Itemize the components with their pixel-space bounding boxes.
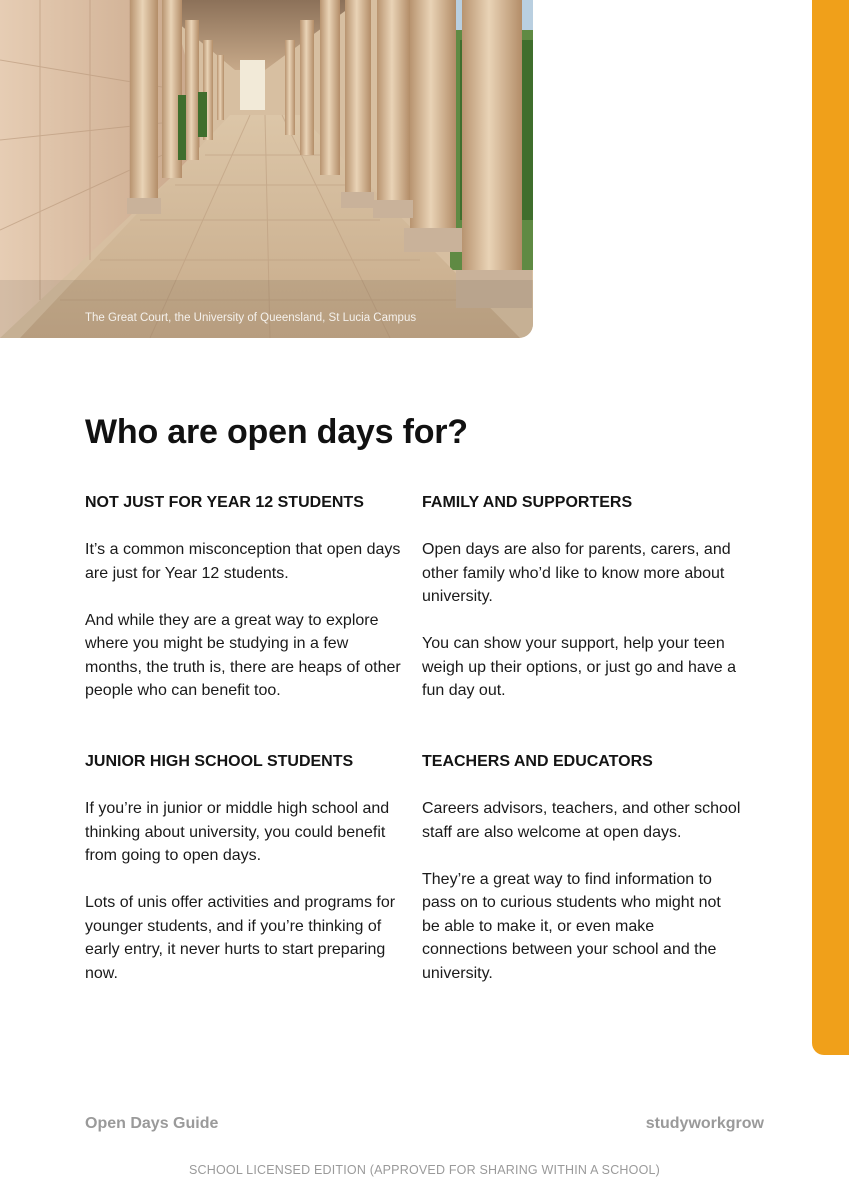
license-notice: SCHOOL LICENSED EDITION (APPROVED FOR SHARING WITHIN A SCHOOL) (188, 1163, 661, 1177)
section-heading: NOT JUST FOR YEAR 12 STUDENTS (85, 494, 364, 511)
section-heading: TEACHERS AND EDUCATORS (422, 753, 653, 770)
section-paragraph: Careers advisors, teachers, and other school staff are also welcome at open days. (422, 800, 741, 841)
colonnade-photo (0, 0, 533, 338)
hero-image (0, 0, 533, 338)
section-heading: FAMILY AND SUPPORTERS (422, 494, 633, 511)
page-title: Who are open days for? (85, 413, 468, 451)
section-junior-high (85, 751, 405, 1009)
section-paragraph: If you’re in junior or middle high school and thinking about university, you could benefit from going to open days. (85, 800, 390, 864)
section-paragraph: And while they are a great way to explore where you might be studying in a few months, the truth is, there are heaps of other people who can benefit too. (85, 611, 401, 699)
footer-brand: studyworkgrow (645, 1115, 764, 1132)
section-paragraph: They’re a great way to find information to pass on to curious students who might not be able to make it, or even make connections between your school and the university. (422, 870, 721, 982)
section-heading: JUNIOR HIGH SCHOOL STUDENTS (85, 753, 354, 770)
footer-guide-title: Open Days Guide (85, 1115, 219, 1132)
photo-caption: The Great Court, the University of Queensland, St Lucia Campus (85, 312, 417, 324)
section-paragraph: Lots of unis offer activities and programs for younger students, and if you’re thinking of early entry, it never hurts to start preparing now. (85, 894, 396, 982)
section-paragraph: You can show your support, help your teen weigh up their options, or just go and have a fun day out. (422, 635, 736, 699)
section-paragraph: It’s a common misconception that open days are just for Year 12 students. (85, 541, 401, 582)
section-family (422, 492, 742, 726)
section-year-12 (85, 492, 405, 726)
section-paragraph: Open days are also for parents, carers, and other family who’d like to know more about university. (422, 541, 731, 605)
accent-sidebar (812, 0, 849, 1055)
section-teachers (422, 751, 742, 1009)
